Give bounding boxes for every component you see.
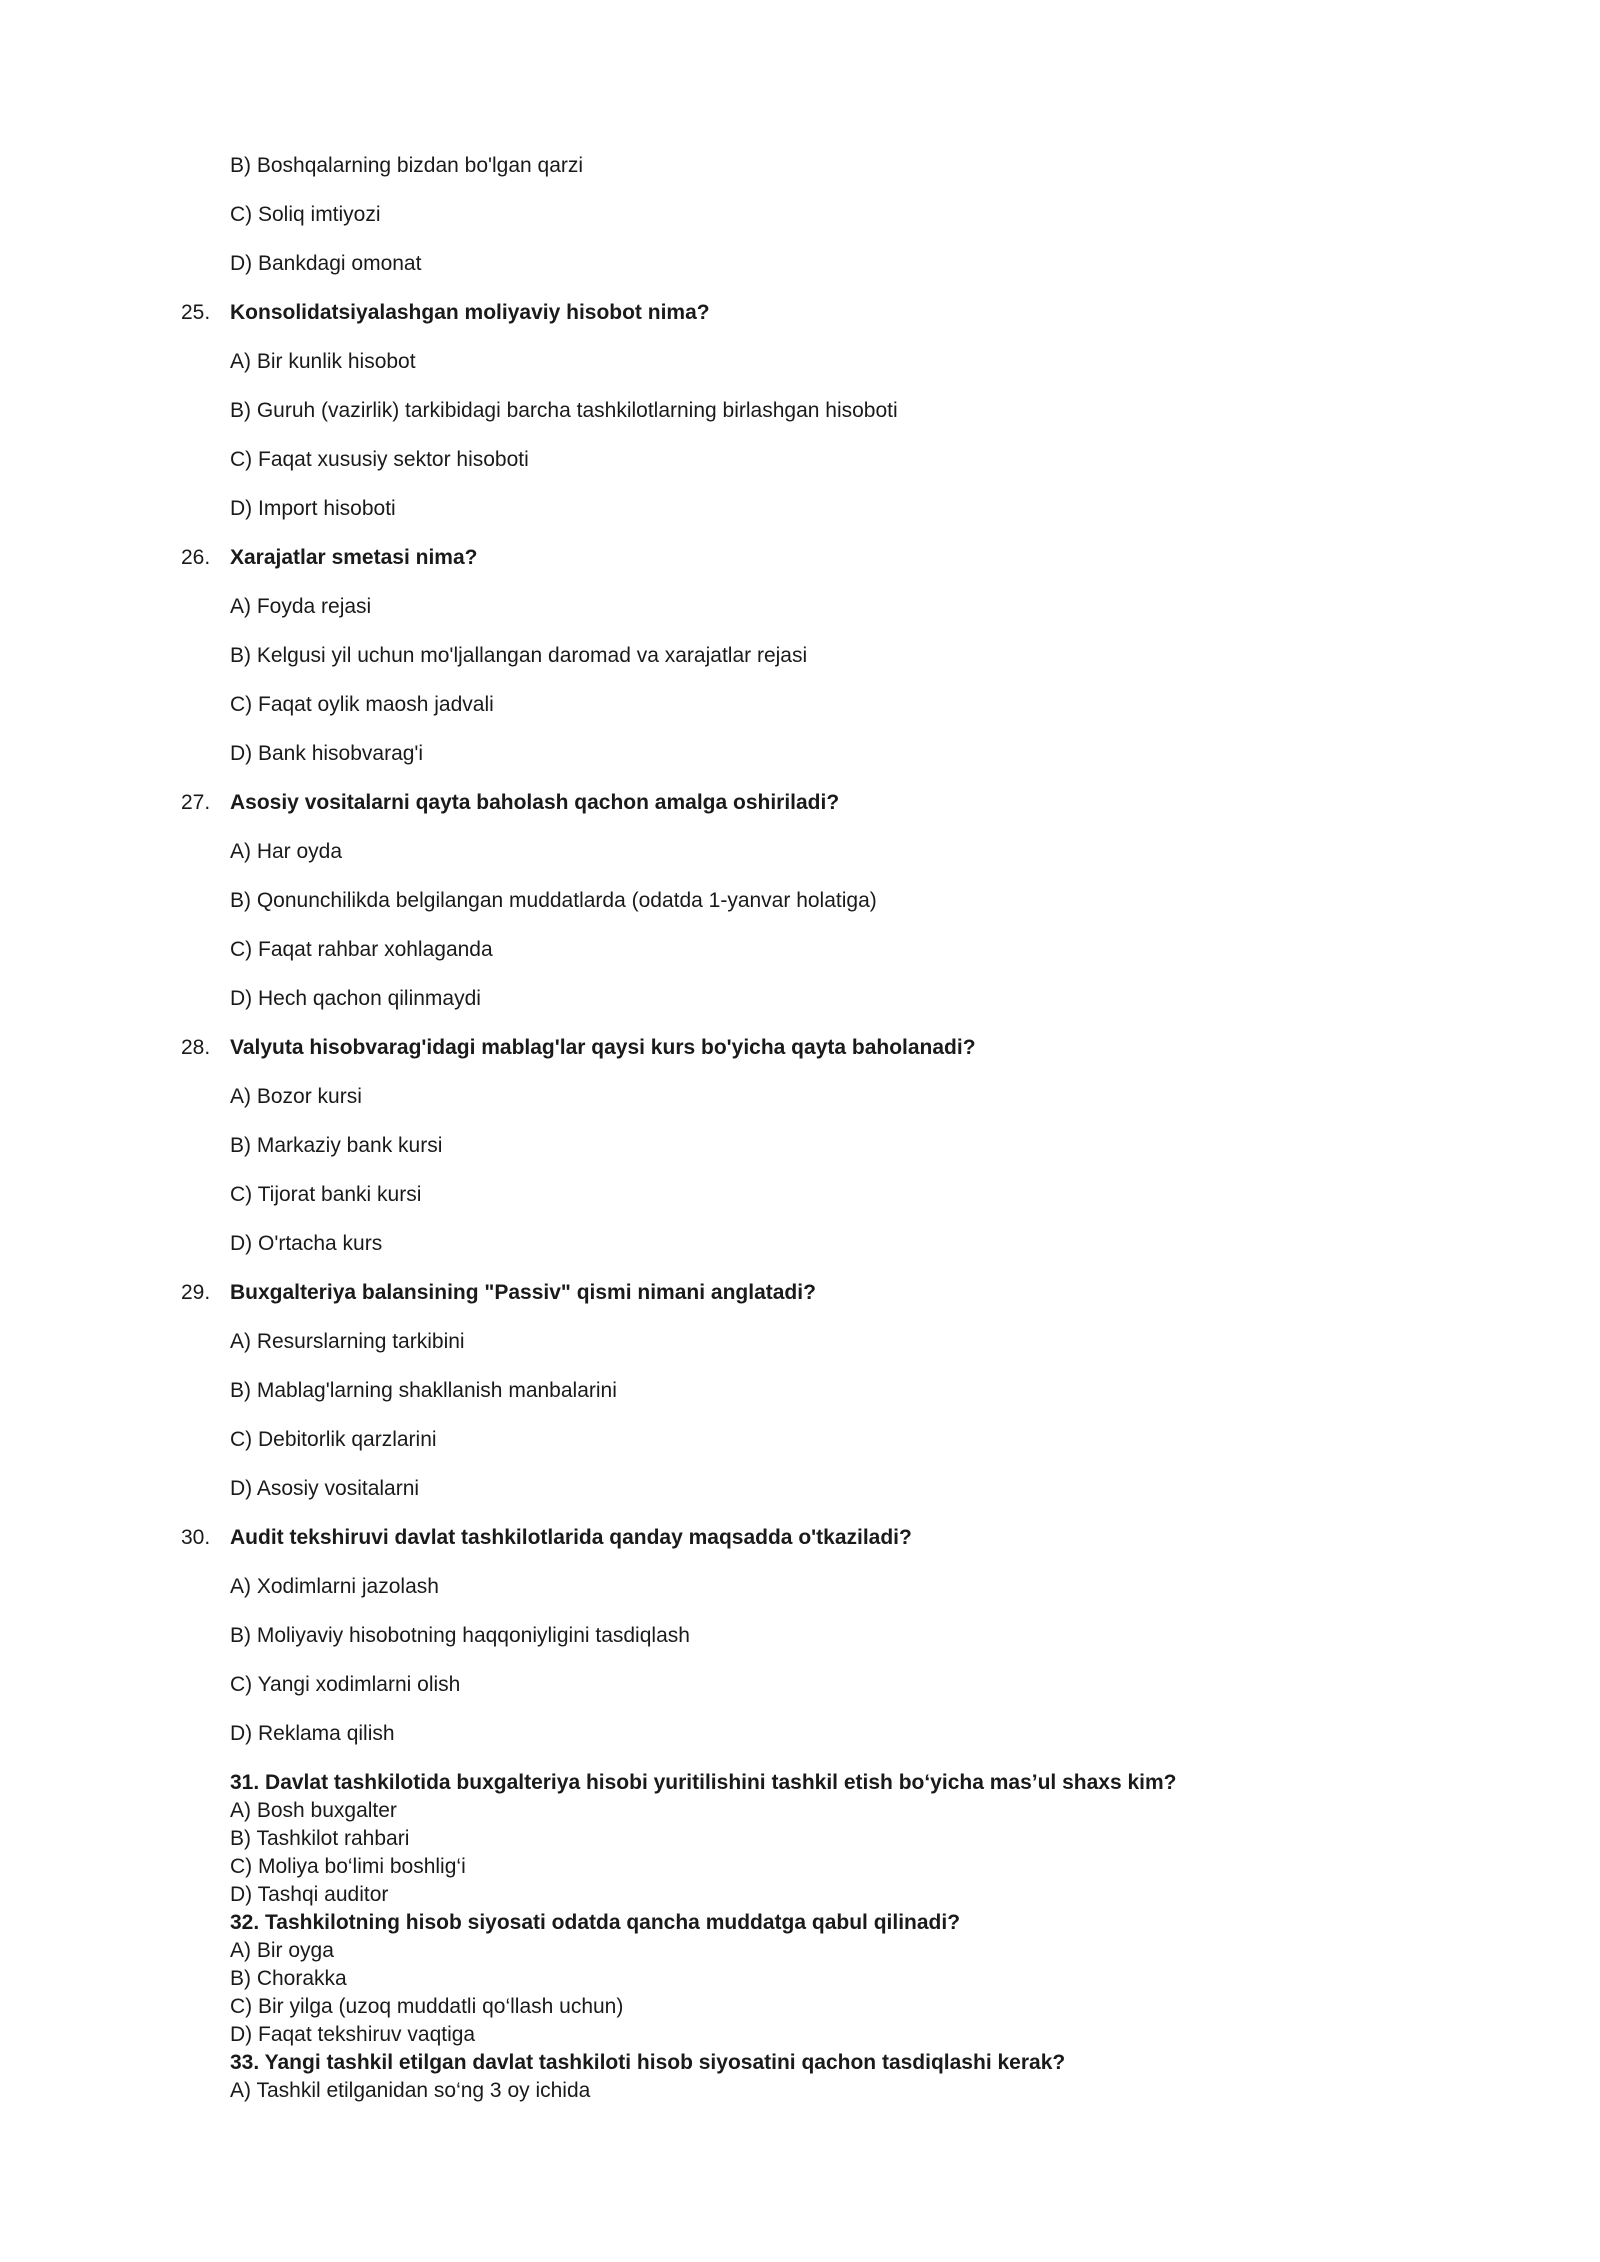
option-line: C) Faqat xususiy sektor hisoboti xyxy=(230,448,529,471)
option-line: A) Xodimlarni jazolash xyxy=(230,1575,439,1598)
question-number: 27. xyxy=(181,791,211,814)
option-line: A) Resurslarning tarkibini xyxy=(230,1330,465,1353)
question-text: Xarajatlar smetasi nima? xyxy=(230,546,478,569)
option-line: D) Bank hisobvarag'i xyxy=(230,742,424,765)
option-line: D) Reklama qilish xyxy=(230,1722,395,1745)
option-line: A) Har oyda xyxy=(230,840,343,863)
option-line: A) Bir oyga xyxy=(230,1939,334,1962)
option-line: B) Markaziy bank kursi xyxy=(230,1134,443,1157)
question-text: Buxgalteriya balansining "Passiv" qismi nimani anglatadi? xyxy=(230,1281,816,1304)
option-line: D) Faqat tekshiruv vaqtiga xyxy=(230,2023,476,2046)
question-text: 33. Yangi tashkil etilgan davlat tashkiloti hisob siyosatini qachon tasdiqlashi kerak? xyxy=(230,2051,1066,2074)
option-line: C) Debitorlik qarzlarini xyxy=(230,1428,437,1451)
option-line: C) Faqat oylik maosh jadvali xyxy=(230,693,494,716)
option-line: A) Bozor kursi xyxy=(230,1085,362,1108)
option-line: B) Tashkilot rahbari xyxy=(230,1827,410,1850)
option-line: B) Kelgusi yil uchun mo'ljallangan daromad va xarajatlar rejasi xyxy=(230,644,808,667)
option-line: C) Tijorat banki kursi xyxy=(230,1183,422,1206)
option-line: C) Yangi xodimlarni olish xyxy=(230,1673,461,1696)
question-text: 31. Davlat tashkilotida buxgalteriya hisobi yuritilishini tashkil etish bo‘yicha mas’ul shaxs kim? xyxy=(230,1771,1177,1794)
question-number: 25. xyxy=(181,301,211,324)
option-line: C) Bir yilga (uzoq muddatli qo‘llash uchun) xyxy=(230,1995,624,2018)
option-line: D) Tashqi auditor xyxy=(230,1883,389,1906)
option-line: D) Hech qachon qilinmaydi xyxy=(230,987,481,1010)
question-text: Konsolidatsiyalashgan moliyaviy hisobot nima? xyxy=(230,301,710,324)
option-line: B) Qonunchilikda belgilangan muddatlarda (odatda 1-yanvar holatiga) xyxy=(230,889,877,912)
option-line: A) Bir kunlik hisobot xyxy=(230,350,416,373)
option-line: D) Bankdagi omonat xyxy=(230,252,422,275)
option-line: D) Asosiy vositalarni xyxy=(230,1477,420,1500)
question-text: Audit tekshiruvi davlat tashkilotlarida qanday maqsadda o'tkaziladi? xyxy=(230,1526,912,1549)
option-line: B) Chorakka xyxy=(230,1967,347,1990)
option-line: B) Moliyaviy hisobotning haqqoniyligini tasdiqlash xyxy=(230,1624,690,1647)
question-text: 32. Tashkilotning hisob siyosati odatda qancha muddatga qabul qilinadi? xyxy=(230,1911,961,1934)
option-line: B) Guruh (vazirlik) tarkibidagi barcha tashkilotlarning birlashgan hisoboti xyxy=(230,399,898,422)
question-number: 28. xyxy=(181,1036,211,1059)
option-line: C) Moliya bo‘limi boshlig‘i xyxy=(230,1855,466,1878)
option-line: B) Boshqalarning bizdan bo'lgan qarzi xyxy=(230,154,584,177)
option-line: B) Mablag'larning shakllanish manbalarini xyxy=(230,1379,617,1402)
option-line: D) Import hisoboti xyxy=(230,497,396,520)
option-line: D) O'rtacha kurs xyxy=(230,1232,383,1255)
question-text: Asosiy vositalarni qayta baholash qachon amalga oshiriladi? xyxy=(230,791,840,814)
option-line: A) Bosh buxgalter xyxy=(230,1799,397,1822)
option-line: A) Tashkil etilganidan so‘ng 3 oy ichida xyxy=(230,2079,591,2102)
question-text: Valyuta hisobvarag'idagi mablag'lar qaysi kurs bo'yicha qayta baholanadi? xyxy=(230,1036,976,1059)
option-line: A) Foyda rejasi xyxy=(230,595,372,618)
option-line: C) Soliq imtiyozi xyxy=(230,203,381,226)
question-number: 30. xyxy=(181,1526,211,1549)
question-number: 26. xyxy=(181,546,211,569)
question-number: 29. xyxy=(181,1281,211,1304)
option-line: C) Faqat rahbar xohlaganda xyxy=(230,938,493,961)
